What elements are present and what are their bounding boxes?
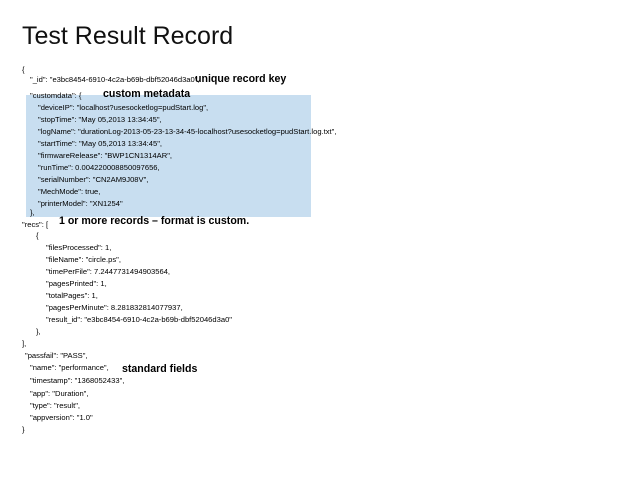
json-line: "startTime": "May 05,2013 13:34:45", [38,139,163,148]
json-line: }, [30,208,35,217]
custom-metadata-annotation: custom metadata [103,88,191,100]
json-line: "totalPages": 1, [46,291,98,300]
records-annotation: 1 or more records – format is custom. [59,215,250,227]
json-line: "passfail": "PASS", [25,351,88,360]
json-line: "runTime": 0.004220008850097656, [38,163,160,172]
standard-fields-annotation: standard fields [122,363,198,375]
json-line: "name": "performance", [30,363,109,372]
json-line: "appversion": "1.0" [30,413,93,422]
json-line: "type": "result", [30,401,81,410]
json-line: "filesProcessed": 1, [46,243,112,252]
json-line: "serialNumber": "CN2AM9J08V", [38,175,149,184]
page-title: Test Result Record [22,22,234,50]
json-line: { [22,65,25,74]
json-line: "customdata": { [30,91,82,100]
json-line: "printerModel": "XN1254" [38,199,123,208]
json-line: } [22,425,25,434]
json-line: "fileName": "circle.ps", [46,255,121,264]
json-line: "firmwareRelease": "BWP1CN1314AR", [38,151,173,160]
json-line: "pagesPerMinute": 8.281832814077937, [46,303,183,312]
json-line: "timestamp": "1368052433", [30,376,125,385]
unique-key-annotation: unique record key [195,73,287,85]
json-line: "deviceIP": "localhost?usesocketlog=pudStart.log", [38,103,209,112]
json-line: "timePerFile": 7.2447731494903564, [46,267,171,276]
json-line: "result_id": "e3bc8454-6910-4c2a-b69b-dbf52046d3a0" [46,315,232,324]
json-line: "app": "Duration", [30,389,89,398]
json-line: "recs": [ [22,220,49,229]
json-line: "logName": "durationLog-2013-05-23-13-34-45-localhost?usesocketlog=pudStart.log.txt", [38,127,337,136]
json-line: "stopTime": "May 05,2013 13:34:45", [38,115,162,124]
json-line: "pagesPrinted": 1, [46,279,107,288]
json-line: "_id": "e3bc8454-6910-4c2a-b69b-dbf52046d3a0", [30,75,200,84]
json-line: "MechMode": true, [38,187,101,196]
json-line: }, [36,327,41,336]
json-line: ], [22,339,27,348]
json-line: { [36,231,39,240]
